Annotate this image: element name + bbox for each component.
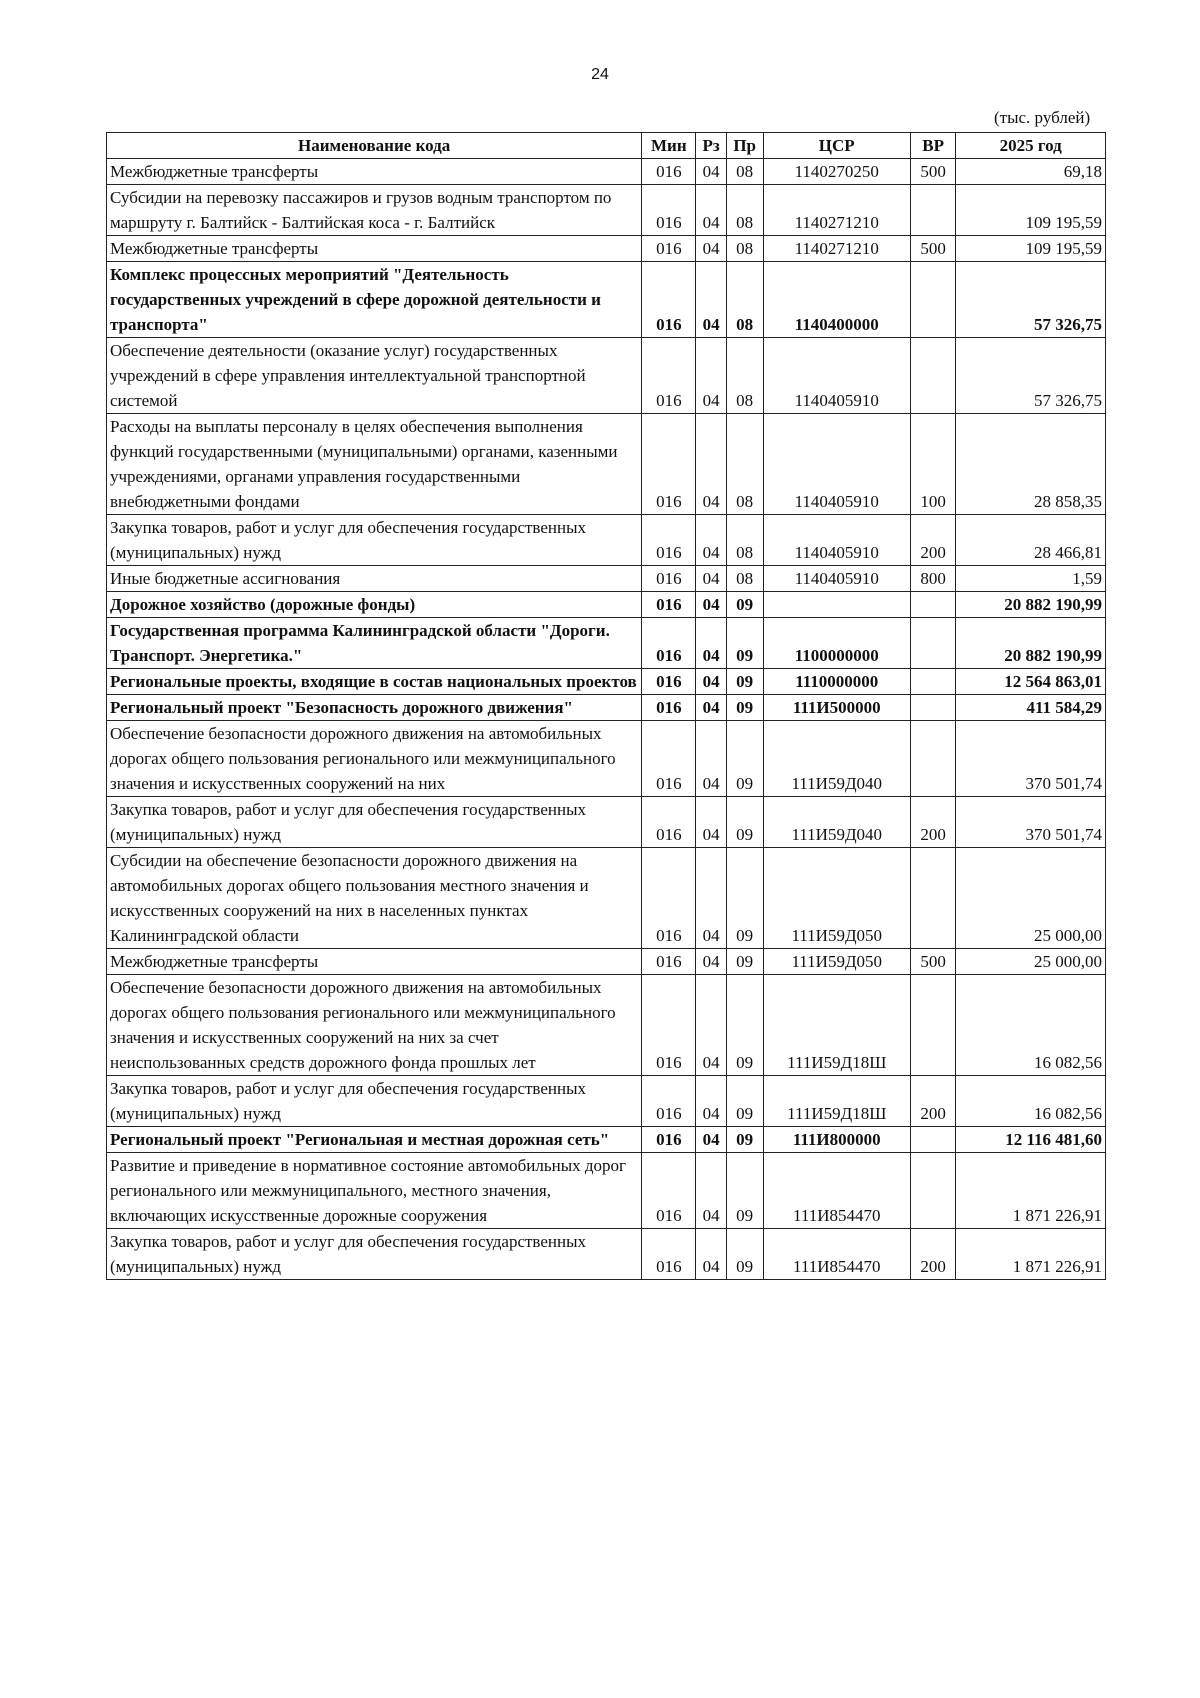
cell-min: 016 <box>642 797 696 848</box>
cell-csr: 1140405910 <box>763 566 910 592</box>
cell-vr: 100 <box>910 414 956 515</box>
cell-vr <box>910 338 956 414</box>
cell-rz: 04 <box>696 975 726 1076</box>
cell-csr: 111И59Д18Ш <box>763 975 910 1076</box>
cell-min: 016 <box>642 695 696 721</box>
cell-sum: 109 195,59 <box>956 185 1106 236</box>
table-row <box>107 1229 1106 1280</box>
cell-vr <box>910 1127 956 1153</box>
header-rz: Рз <box>696 133 726 159</box>
cell-min: 016 <box>642 949 696 975</box>
cell-name: Субсидии на перевозку пассажиров и грузов водным транспортом по маршруту г. Балтийск - Балтийская коса - г. Балтийск <box>107 185 642 236</box>
cell-vr: 500 <box>910 949 956 975</box>
cell-rz: 04 <box>696 1153 726 1229</box>
header-csr: ЦСР <box>763 133 910 159</box>
cell-sum: 1 871 226,91 <box>956 1229 1106 1280</box>
cell-pr: 09 <box>726 949 763 975</box>
table-row <box>107 1127 1106 1153</box>
header-pr: Пр <box>726 133 763 159</box>
cell-pr: 08 <box>726 236 763 262</box>
cell-csr: 1110000000 <box>763 669 910 695</box>
cell-sum: 28 858,35 <box>956 414 1106 515</box>
units-label: (тыс. рублей) <box>994 108 1091 127</box>
cell-sum: 370 501,74 <box>956 797 1106 848</box>
cell-pr: 09 <box>726 721 763 797</box>
cell-rz: 04 <box>696 338 726 414</box>
cell-min: 016 <box>642 566 696 592</box>
cell-sum: 57 326,75 <box>956 338 1106 414</box>
cell-csr: 111И800000 <box>763 1127 910 1153</box>
cell-min: 016 <box>642 618 696 669</box>
cell-min: 016 <box>642 338 696 414</box>
cell-csr: 1140400000 <box>763 262 910 338</box>
cell-pr: 08 <box>726 262 763 338</box>
cell-pr: 09 <box>726 1229 763 1280</box>
cell-vr <box>910 669 956 695</box>
header-name: Наименование кода <box>107 133 642 159</box>
cell-rz: 04 <box>696 1076 726 1127</box>
cell-vr <box>910 618 956 669</box>
table-row <box>107 721 1106 797</box>
cell-csr: 1140271210 <box>763 185 910 236</box>
cell-sum: 370 501,74 <box>956 721 1106 797</box>
cell-rz: 04 <box>696 797 726 848</box>
table-row <box>107 797 1106 848</box>
cell-name: Межбюджетные трансферты <box>107 159 642 185</box>
cell-sum: 57 326,75 <box>956 262 1106 338</box>
cell-pr: 08 <box>726 566 763 592</box>
table-row <box>107 338 1106 414</box>
header-min: Мин <box>642 133 696 159</box>
cell-sum: 12 564 863,01 <box>956 669 1106 695</box>
cell-min: 016 <box>642 1127 696 1153</box>
cell-rz: 04 <box>696 618 726 669</box>
cell-name: Региональный проект "Региональная и местная дорожная сеть" <box>107 1127 642 1153</box>
cell-vr: 500 <box>910 159 956 185</box>
cell-min: 016 <box>642 848 696 949</box>
cell-vr <box>910 848 956 949</box>
table-row <box>107 695 1106 721</box>
cell-csr: 1140405910 <box>763 338 910 414</box>
cell-sum: 20 882 190,99 <box>956 618 1106 669</box>
cell-rz: 04 <box>696 414 726 515</box>
cell-name: Обеспечение деятельности (оказание услуг) государственных учреждений в сфере управления интеллектуальной транспортной системой <box>107 338 642 414</box>
cell-min: 016 <box>642 1153 696 1229</box>
cell-vr: 200 <box>910 1229 956 1280</box>
cell-csr: 1140270250 <box>763 159 910 185</box>
cell-min: 016 <box>642 669 696 695</box>
cell-name: Государственная программа Калининградской области "Дороги. Транспорт. Энергетика." <box>107 618 642 669</box>
cell-rz: 04 <box>696 949 726 975</box>
cell-vr: 200 <box>910 515 956 566</box>
table-body <box>107 159 1106 1280</box>
cell-name: Межбюджетные трансферты <box>107 236 642 262</box>
cell-vr <box>910 262 956 338</box>
table-row <box>107 669 1106 695</box>
cell-vr <box>910 721 956 797</box>
cell-min: 016 <box>642 515 696 566</box>
cell-pr: 08 <box>726 338 763 414</box>
cell-min: 016 <box>642 1076 696 1127</box>
table-row <box>107 262 1106 338</box>
cell-rz: 04 <box>696 159 726 185</box>
cell-rz: 04 <box>696 1229 726 1280</box>
table-row <box>107 1076 1106 1127</box>
cell-pr: 09 <box>726 695 763 721</box>
table-header-row <box>107 133 1106 159</box>
cell-sum: 109 195,59 <box>956 236 1106 262</box>
cell-csr: 111И59Д050 <box>763 848 910 949</box>
cell-csr: 111И500000 <box>763 695 910 721</box>
cell-rz: 04 <box>696 515 726 566</box>
cell-vr <box>910 1153 956 1229</box>
table-row <box>107 236 1106 262</box>
cell-rz: 04 <box>696 848 726 949</box>
header-vr: ВР <box>910 133 956 159</box>
cell-sum: 12 116 481,60 <box>956 1127 1106 1153</box>
table-row <box>107 949 1106 975</box>
table-row <box>107 515 1106 566</box>
cell-vr <box>910 592 956 618</box>
cell-name: Региональный проект "Безопасность дорожного движения" <box>107 695 642 721</box>
cell-rz: 04 <box>696 695 726 721</box>
cell-csr: 111И59Д050 <box>763 949 910 975</box>
cell-min: 016 <box>642 721 696 797</box>
cell-csr: 1140405910 <box>763 515 910 566</box>
table-row <box>107 414 1106 515</box>
cell-vr: 500 <box>910 236 956 262</box>
cell-csr: 1140405910 <box>763 414 910 515</box>
cell-csr: 1100000000 <box>763 618 910 669</box>
cell-pr: 09 <box>726 975 763 1076</box>
cell-name: Обеспечение безопасности дорожного движения на автомобильных дорогах общего пользования регионального или межмуниципального значения и искусственных сооружений на них за счет неиспользованных средств дорожного фонда прошлых лет <box>107 975 642 1076</box>
cell-rz: 04 <box>696 262 726 338</box>
cell-sum: 25 000,00 <box>956 949 1106 975</box>
table-row <box>107 566 1106 592</box>
cell-vr <box>910 695 956 721</box>
cell-name: Комплекс процессных мероприятий "Деятельность государственных учреждений в сфере дорожной деятельности и транспорта" <box>107 262 642 338</box>
table-row <box>107 592 1106 618</box>
cell-csr: 111И59Д040 <box>763 797 910 848</box>
cell-min: 016 <box>642 236 696 262</box>
cell-pr: 09 <box>726 618 763 669</box>
cell-min: 016 <box>642 414 696 515</box>
cell-pr: 09 <box>726 1127 763 1153</box>
cell-vr <box>910 975 956 1076</box>
cell-rz: 04 <box>696 185 726 236</box>
cell-name: Развитие и приведение в нормативное состояние автомобильных дорог регионального или межмуниципального, местного значения, включающих искусственные дорожные сооружения <box>107 1153 642 1229</box>
table-row <box>107 618 1106 669</box>
cell-csr: 111И59Д040 <box>763 721 910 797</box>
header-year: 2025 год <box>956 133 1106 159</box>
cell-pr: 09 <box>726 848 763 949</box>
cell-pr: 09 <box>726 1153 763 1229</box>
cell-vr: 800 <box>910 566 956 592</box>
cell-name: Закупка товаров, работ и услуг для обеспечения государственных (муниципальных) нужд <box>107 797 642 848</box>
cell-pr: 09 <box>726 592 763 618</box>
cell-sum: 69,18 <box>956 159 1106 185</box>
cell-csr: 111И854470 <box>763 1153 910 1229</box>
cell-csr <box>763 592 910 618</box>
table-row <box>107 159 1106 185</box>
table-row <box>107 848 1106 949</box>
cell-name: Расходы на выплаты персоналу в целях обеспечения выполнения функций государственными (муниципальными) органами, казенными учреждениями, органами управления государственными внебюджетными фондами <box>107 414 642 515</box>
cell-vr <box>910 185 956 236</box>
cell-name: Закупка товаров, работ и услуг для обеспечения государственных (муниципальных) нужд <box>107 1076 642 1127</box>
cell-name: Региональные проекты, входящие в состав национальных проектов <box>107 669 642 695</box>
cell-rz: 04 <box>696 566 726 592</box>
cell-sum: 16 082,56 <box>956 1076 1106 1127</box>
cell-sum: 25 000,00 <box>956 848 1106 949</box>
cell-rz: 04 <box>696 669 726 695</box>
cell-pr: 08 <box>726 159 763 185</box>
budget-table <box>106 132 1106 1280</box>
cell-sum: 20 882 190,99 <box>956 592 1106 618</box>
cell-rz: 04 <box>696 1127 726 1153</box>
cell-name: Закупка товаров, работ и услуг для обеспечения государственных (муниципальных) нужд <box>107 1229 642 1280</box>
cell-rz: 04 <box>696 236 726 262</box>
cell-min: 016 <box>642 1229 696 1280</box>
cell-name: Закупка товаров, работ и услуг для обеспечения государственных (муниципальных) нужд <box>107 515 642 566</box>
cell-pr: 09 <box>726 669 763 695</box>
table-row <box>107 975 1106 1076</box>
cell-csr: 1140271210 <box>763 236 910 262</box>
cell-min: 016 <box>642 185 696 236</box>
cell-sum: 1,59 <box>956 566 1106 592</box>
cell-pr: 08 <box>726 414 763 515</box>
table-row <box>107 185 1106 236</box>
cell-rz: 04 <box>696 592 726 618</box>
cell-sum: 16 082,56 <box>956 975 1106 1076</box>
cell-rz: 04 <box>696 721 726 797</box>
cell-min: 016 <box>642 262 696 338</box>
cell-name: Субсидии на обеспечение безопасности дорожного движения на автомобильных дорогах общего пользования местного значения и искусственных сооружений на них в населенных пунктах Калининградской области <box>107 848 642 949</box>
cell-csr: 111И59Д18Ш <box>763 1076 910 1127</box>
cell-pr: 08 <box>726 185 763 236</box>
cell-name: Иные бюджетные ассигнования <box>107 566 642 592</box>
cell-min: 016 <box>642 975 696 1076</box>
cell-csr: 111И854470 <box>763 1229 910 1280</box>
cell-sum: 28 466,81 <box>956 515 1106 566</box>
cell-sum: 411 584,29 <box>956 695 1106 721</box>
cell-pr: 09 <box>726 1076 763 1127</box>
page-number: 24 <box>591 66 609 83</box>
table-row <box>107 1153 1106 1229</box>
cell-sum: 1 871 226,91 <box>956 1153 1106 1229</box>
cell-name: Межбюджетные трансферты <box>107 949 642 975</box>
cell-min: 016 <box>642 159 696 185</box>
cell-vr: 200 <box>910 1076 956 1127</box>
cell-name: Обеспечение безопасности дорожного движения на автомобильных дорогах общего пользования регионального или межмуниципального значения и искусственных сооружений на них <box>107 721 642 797</box>
cell-name: Дорожное хозяйство (дорожные фонды) <box>107 592 642 618</box>
cell-min: 016 <box>642 592 696 618</box>
cell-vr: 200 <box>910 797 956 848</box>
cell-pr: 08 <box>726 515 763 566</box>
cell-pr: 09 <box>726 797 763 848</box>
